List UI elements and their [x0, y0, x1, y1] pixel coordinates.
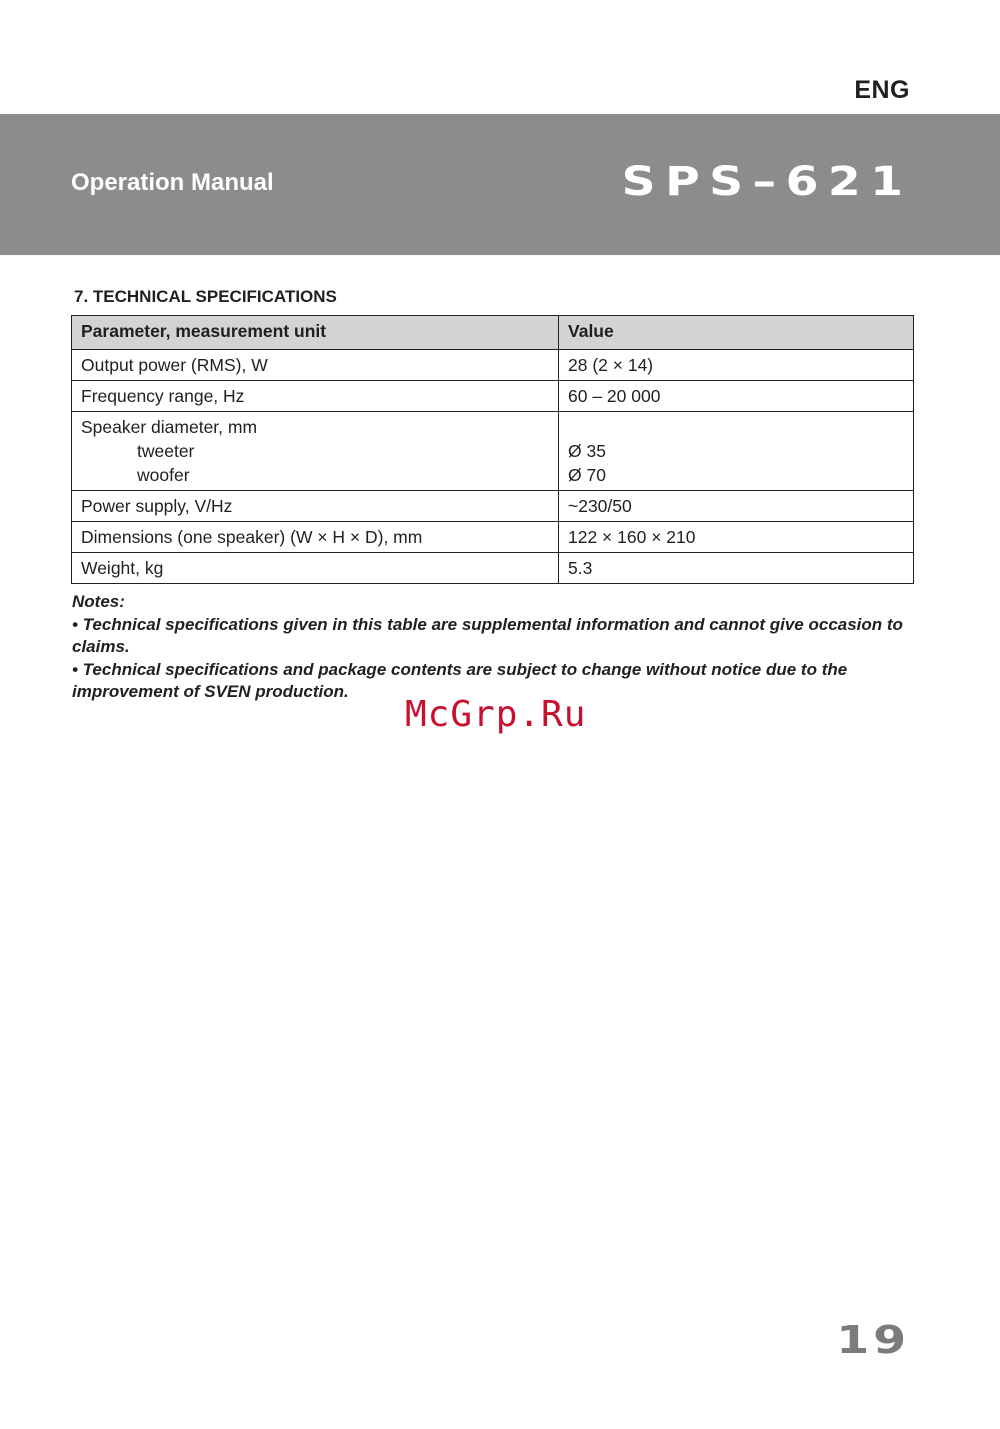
row-value: 122 × 160 × 210 — [559, 522, 914, 553]
specifications-table — [71, 315, 914, 584]
sub-value-woofer: Ø 70 — [568, 465, 606, 485]
table-row — [72, 350, 914, 381]
row-value — [568, 415, 904, 439]
row-value: 60 – 20 000 — [559, 381, 914, 412]
row-parameter: Output power (RMS), W — [72, 350, 559, 381]
notes-title: Notes: — [72, 592, 125, 611]
row-value: 28 (2 × 14) — [559, 350, 914, 381]
manual-title: Operation Manual — [71, 169, 274, 196]
note-item: • Technical specifications and package contents are subject to change without notice due to the improvement of SVEN production. — [72, 659, 848, 701]
row-value-group — [559, 412, 914, 491]
header-banner — [0, 114, 1000, 255]
model-name: SPS–621 — [621, 159, 912, 205]
language-label: ENG — [854, 76, 910, 104]
table-row — [72, 553, 914, 584]
page-number: 19 — [836, 1318, 910, 1362]
notes-block — [72, 591, 922, 704]
table-row — [72, 491, 914, 522]
row-parameter: Weight, kg — [72, 553, 559, 584]
table-row — [72, 522, 914, 553]
table-header-row — [72, 316, 914, 350]
sub-value-tweeter: Ø 35 — [568, 441, 606, 461]
header-value: Value — [559, 316, 914, 350]
watermark-text: McGrp.Ru — [405, 694, 587, 735]
header-parameter: Parameter, measurement unit — [72, 316, 559, 350]
table-row — [72, 381, 914, 412]
row-parameter: Dimensions (one speaker) (W × H × D), mm — [72, 522, 559, 553]
row-parameter: Speaker diameter, mm — [81, 417, 258, 437]
row-parameter: Frequency range, Hz — [72, 381, 559, 412]
sub-parameter-woofer: woofer — [137, 465, 190, 485]
row-value: 5.3 — [559, 553, 914, 584]
row-value: ~230/50 — [559, 491, 914, 522]
section-heading: 7. TECHNICAL SPECIFICATIONS — [74, 287, 337, 306]
note-item: • Technical specifications given in this table are supplemental information and cannot give occasion to claims. — [72, 614, 903, 656]
row-parameter-group — [72, 412, 559, 491]
table-row — [72, 412, 914, 491]
sub-parameter-tweeter: tweeter — [137, 441, 195, 461]
row-parameter: Power supply, V/Hz — [72, 491, 559, 522]
